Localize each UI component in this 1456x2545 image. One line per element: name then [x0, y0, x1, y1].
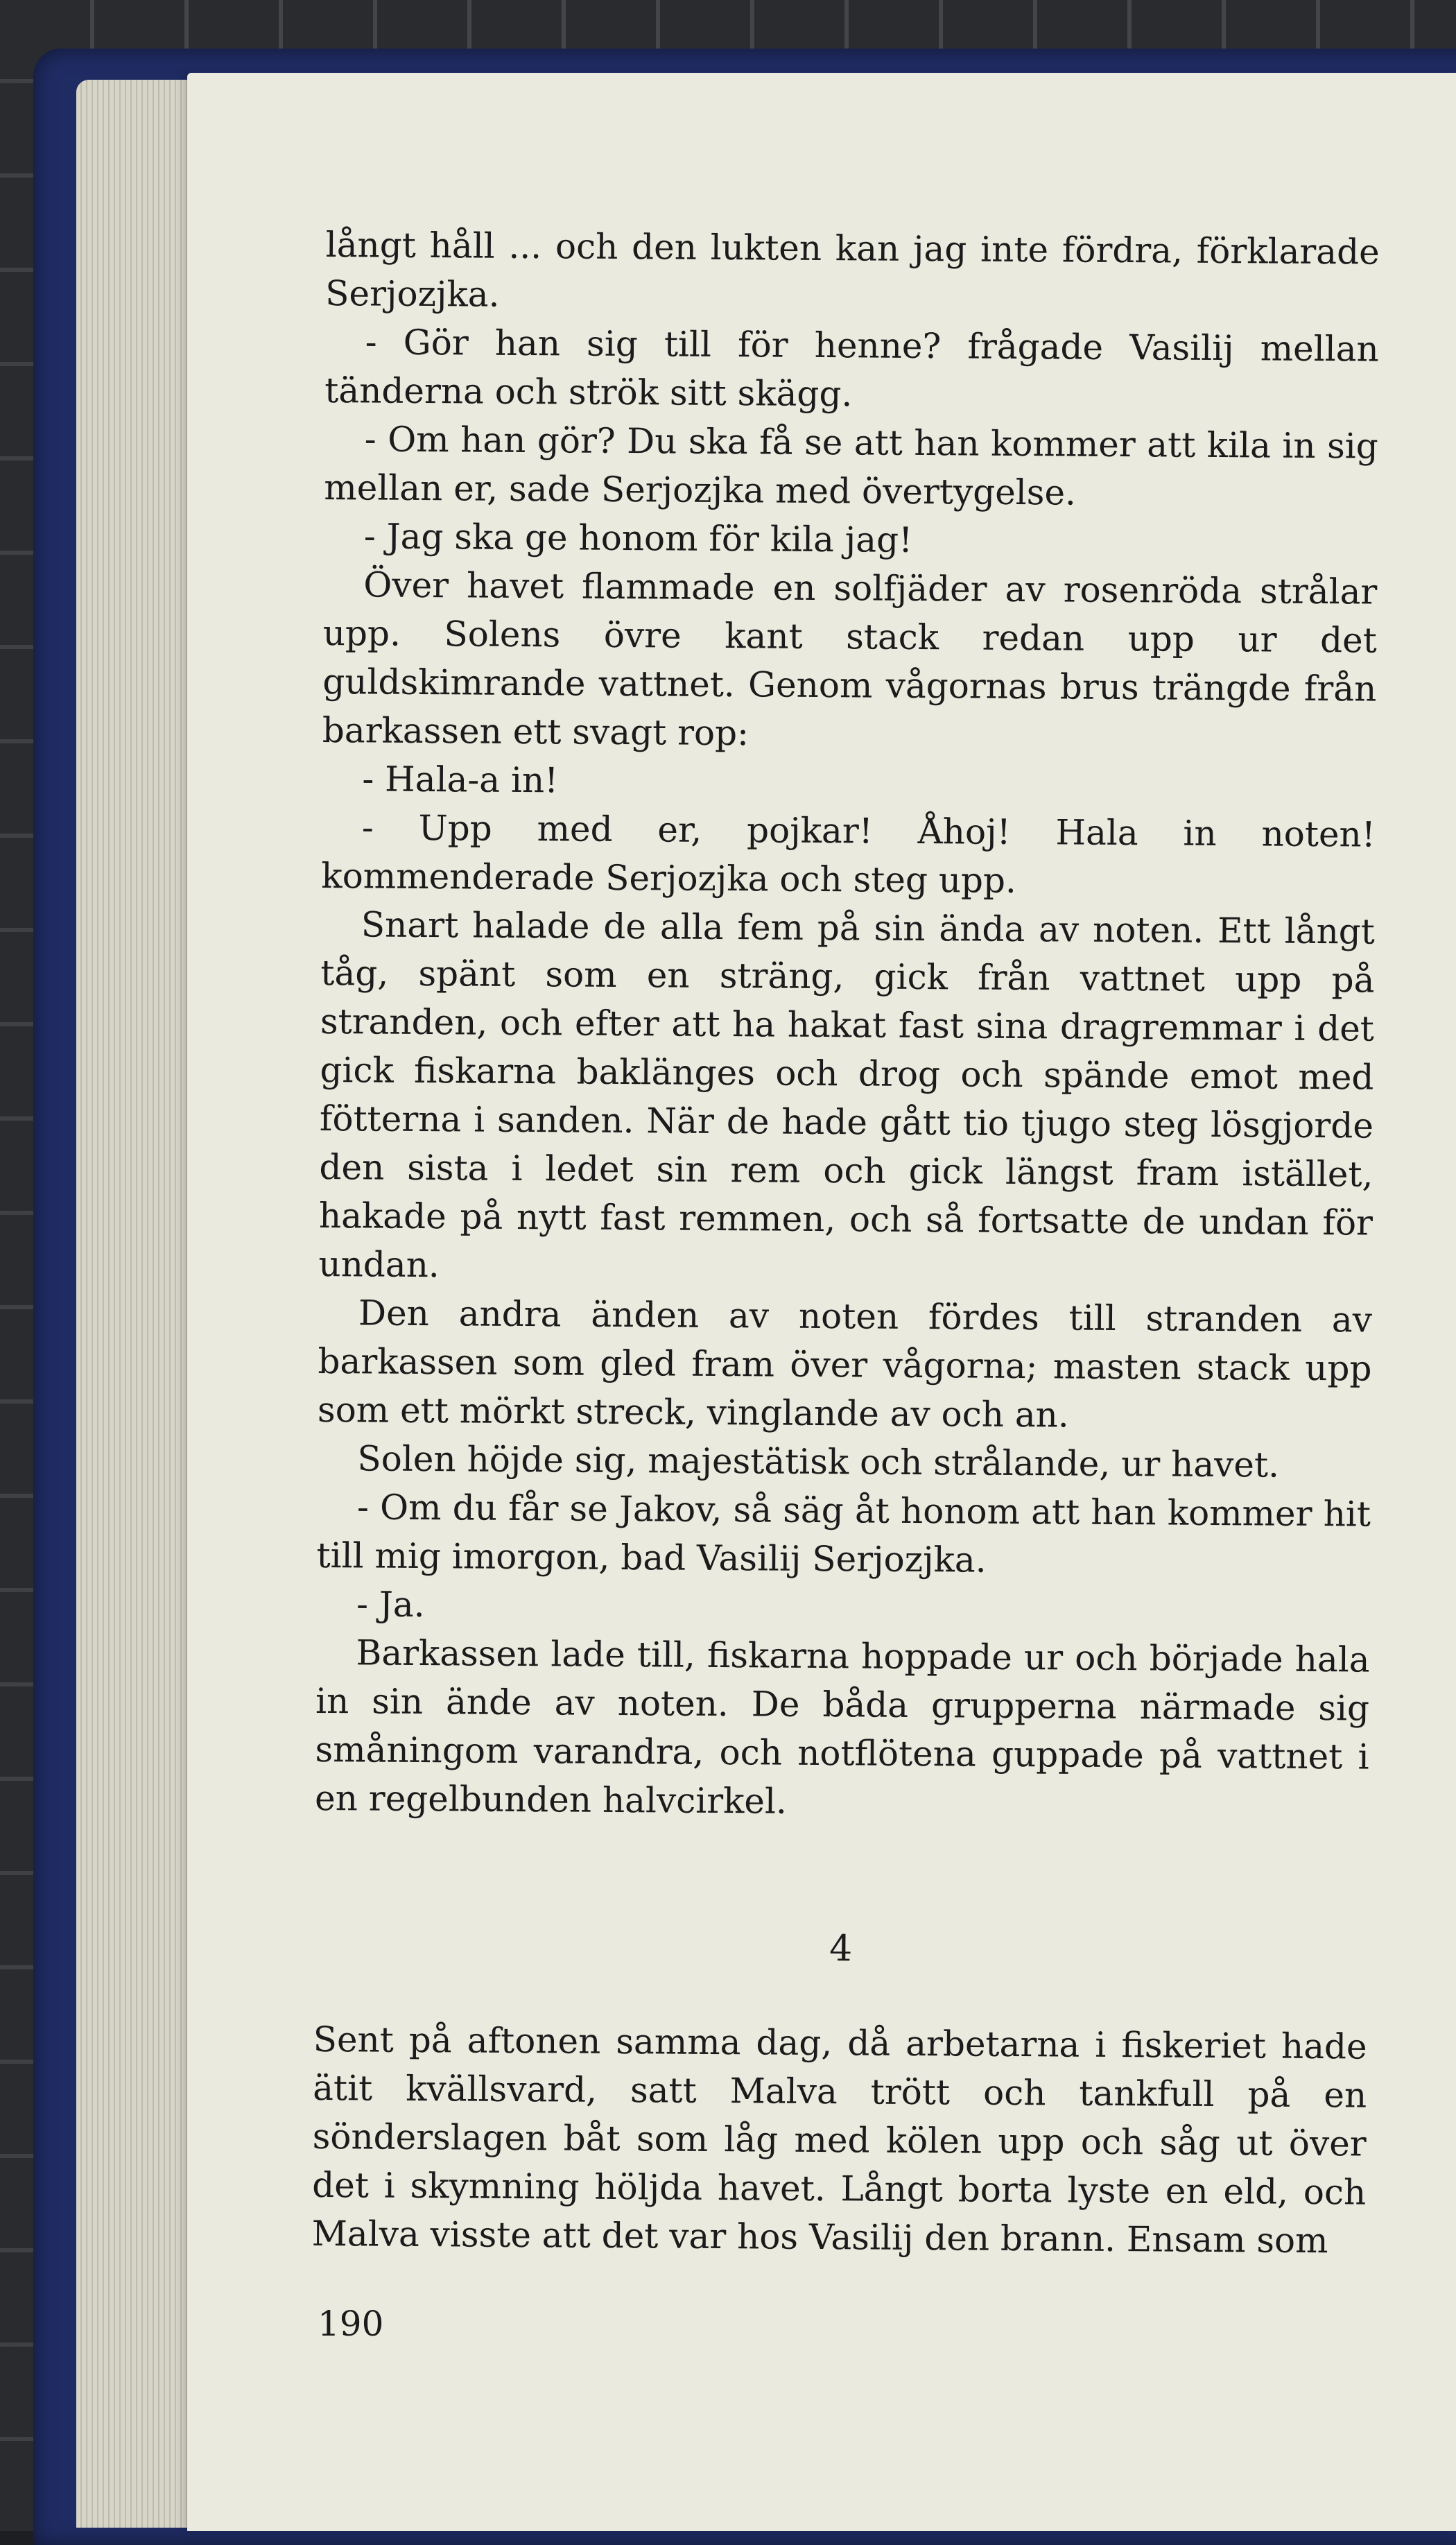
page-number: 190: [318, 2304, 384, 2344]
paragraph-4: - Jag ska ge honom för kila jag!: [363, 516, 913, 560]
paragraph-6: - Hala-a in!: [362, 759, 559, 801]
paragraph-11: - Om du får se Jakov, så säg åt honom att han kommer hit till mig imorgon, bad Vasilij Serjozjka.: [316, 1487, 1371, 1580]
paragraph-12: - Ja.: [356, 1584, 425, 1625]
chapter-paragraph-1: Sent på aftonen samma dag, då arbetarna i fiskeriet hade ätit kvällsvard, satt Malva trött och tankfull på en sönderslagen båt som låg med kölen upp och såg ut över det i skymning höljda havet. Långt borta lyste en eld, och Malva visste att det var hos Vasilij den brann. Ensam som: [311, 2019, 1367, 2261]
paragraph-9: Den andra änden av noten fördes till stranden av barkassen som gled fram över vågorna; masten stack upp som ett mörkt streck, vinglande av och an.: [317, 1293, 1373, 1435]
paragraph-13: Barkassen lade till, fiskarna hoppade ur och började hala in sin ände av noten. De båda grupperna närmade sig småningom varandra, och notflötena guppade på vattnet i en regelbunden halvcirkel.: [314, 1632, 1370, 1822]
paragraph-2: - Gör han sig till för henne? frågade Vasilij mellan tänderna och strök sitt skägg.: [324, 322, 1379, 415]
paragraph-3: - Om han gör? Du ska få se att han kommer att kila in sig mellan er, sade Serjozjka med övertygelse.: [324, 419, 1378, 513]
paragraph-1: långt håll ... och den lukten kan jag inte fördra, förklarade Serjozjka.: [325, 224, 1380, 315]
page-text: [311, 221, 1379, 2266]
paragraph-10: Solen höjde sig, majestätisk och strålande, ur havet.: [357, 1438, 1280, 1485]
chapter-heading: 4: [829, 1928, 853, 1970]
paragraph-8: Snart halade de alla fem på sin ända av noten. Ett långt tåg, spänt som en sträng, gick från vattnet upp på stranden, och efter att ha hakat fast sina dragremmar i det gick fiskarna baklänges och drog och spände emot med fötterna i sanden. När de hade gått tio tjugo steg lösgjorde den sista i ledet sin rem och gick längst fram istället, hakade på nytt fast remmen, och så fortsatte de undan för undan.: [318, 904, 1376, 1286]
paragraph-7: - Upp med er, pojkar! Åhoj! Hala in noten! kommenderade Serjozjka och steg upp.: [321, 807, 1376, 901]
paragraph-5: Över havet flammade en solfjäder av rosenröda strålar upp. Solens övre kant stack redan upp ur det guldskimrande vattnet. Genom vågornas brus trängde från barkassen ett svagt rop:: [322, 564, 1378, 754]
